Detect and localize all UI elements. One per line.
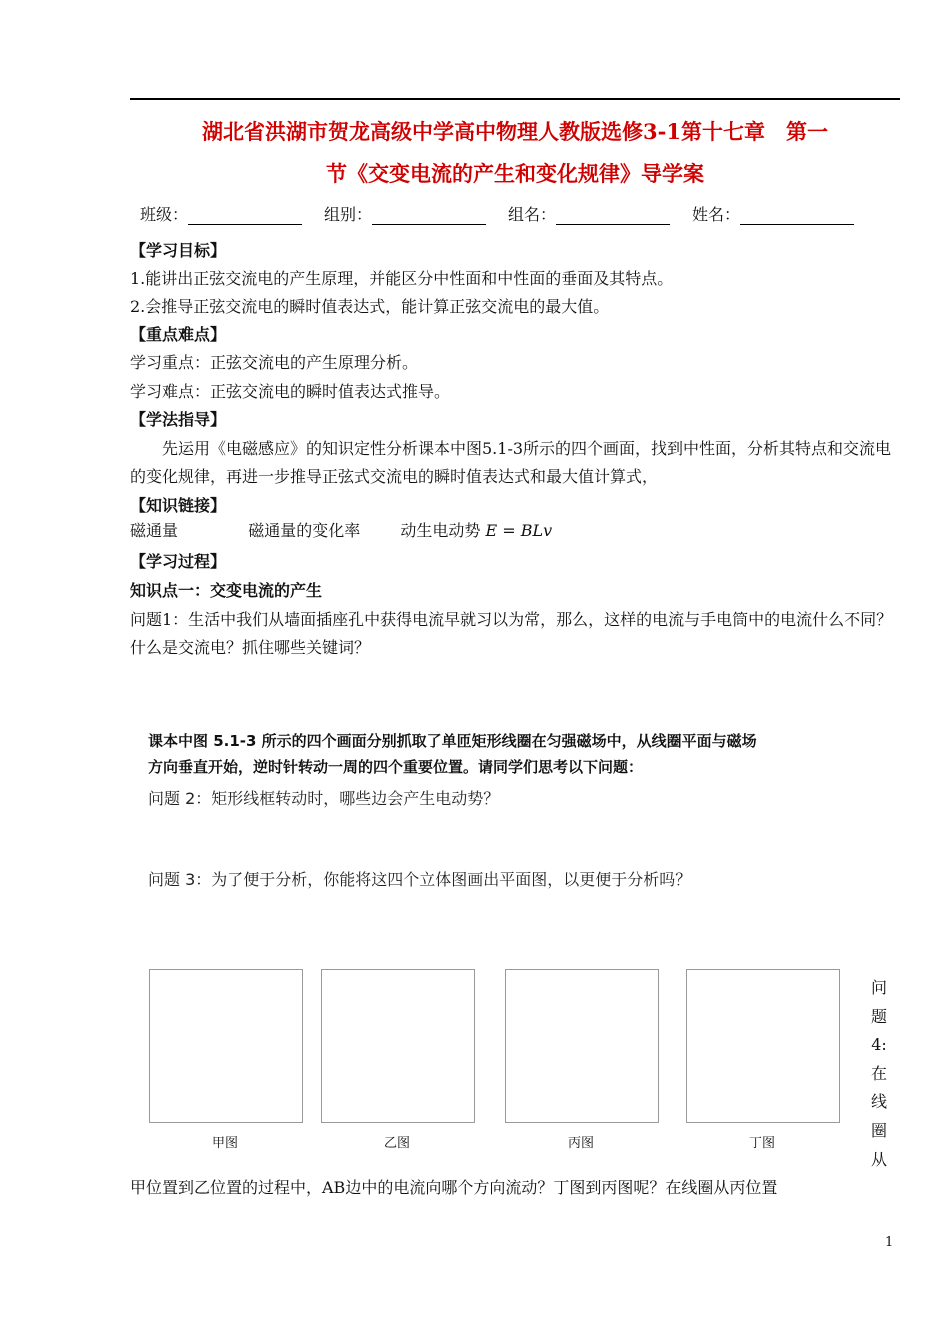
links-heading: 【知识链接】 — [130, 496, 227, 515]
goal-item-1: 1.能讲出正弦交流电的产生原理，并能区分中性面和中性面的垂面及其特点。 — [130, 269, 674, 288]
group-field[interactable]: 组别： — [324, 202, 486, 225]
key-points-heading: 【重点难点】 — [130, 325, 227, 344]
emf-formula: E = BLv — [485, 521, 553, 540]
figure-box-bing[interactable] — [505, 969, 659, 1123]
textbook-note-line-2: 方向垂直开始，逆时针转动一周的四个重要位置。请同学们思考以下问题： — [148, 758, 644, 776]
student-info-fields — [140, 202, 900, 225]
textbook-note-line-1: 课本中图 5.1-3 所示的四个画面分别抓取了单匝矩形线圈在匀强磁场中，从线圈平面与磁场 — [148, 732, 757, 750]
figure-caption-bing: 丙图 — [567, 1136, 594, 1151]
question-4-vertical: 问 题 4: 在 线 圈 从 — [870, 978, 887, 1169]
figure-caption-jia: 甲图 — [211, 1136, 238, 1151]
method-heading: 【学法指导】 — [130, 410, 227, 429]
figure-caption-yi: 乙图 — [383, 1136, 410, 1151]
process-heading: 【学习过程】 — [130, 552, 227, 571]
question-4-continued: 甲位置到乙位置的过程中，AB边中的电流向哪个方向流动？丁图到丙图呢？在线圈从丙位置 — [130, 1178, 778, 1197]
figure-box-yi[interactable] — [321, 969, 475, 1123]
figure-caption-ding: 丁图 — [748, 1136, 775, 1151]
knowledge-point-1: 知识点一：交变电流的产生 — [130, 581, 323, 600]
figure-box-jia[interactable] — [149, 969, 303, 1123]
question-2: 问题 2：矩形线框转动时，哪些边会产生电动势？ — [148, 789, 500, 808]
group-name-field[interactable]: 组名： — [508, 202, 670, 225]
links-row — [130, 517, 900, 545]
link-magnetic-flux: 磁通量 — [130, 521, 179, 540]
page-number: 1 — [885, 1235, 894, 1250]
figure-box-ding[interactable] — [686, 969, 840, 1123]
header-rule — [130, 98, 900, 100]
class-field[interactable]: 班级： — [140, 202, 302, 225]
goal-item-2: 2.会推导正弦交流电的瞬时值表达式，能计算正弦交流电的最大值。 — [130, 297, 610, 316]
key-difficulty: 学习难点：正弦交流电的瞬时值表达式推导。 — [130, 382, 451, 401]
student-name-field[interactable]: 姓名： — [692, 202, 854, 225]
goals-heading: 【学习目标】 — [130, 241, 227, 260]
question-1: 问题1：生活中我们从墙面插座孔中获得电流早就习以为常，那么，这样的电流与手电筒中的电流什么不同？什么是交流电？抓住哪些关键词？ — [130, 610, 893, 657]
document-title-line-2: 节《交变电流的产生和变化规律》导学案 — [326, 161, 704, 186]
document-title-line-1: 湖北省洪湖市贺龙高级中学高中物理人教版选修3-1第十七章 第一 — [202, 119, 828, 144]
key-focus: 学习重点：正弦交流电的产生原理分析。 — [130, 353, 419, 372]
method-text: 先运用《电磁感应》的知识定性分析课本中图5.1-3所示的四个画面，找到中性面，分析其特点和交流电的变化规律，再进一步推导正弦式交流电的瞬时值表达式和最大值计算式， — [130, 439, 892, 486]
link-flux-change-rate: 磁通量的变化率 — [248, 521, 361, 540]
link-motional-emf: 动生电动势 — [400, 521, 481, 540]
question-3: 问题 3：为了便于分析，你能将这四个立体图画出平面图，以更便于分析吗？ — [148, 870, 692, 889]
